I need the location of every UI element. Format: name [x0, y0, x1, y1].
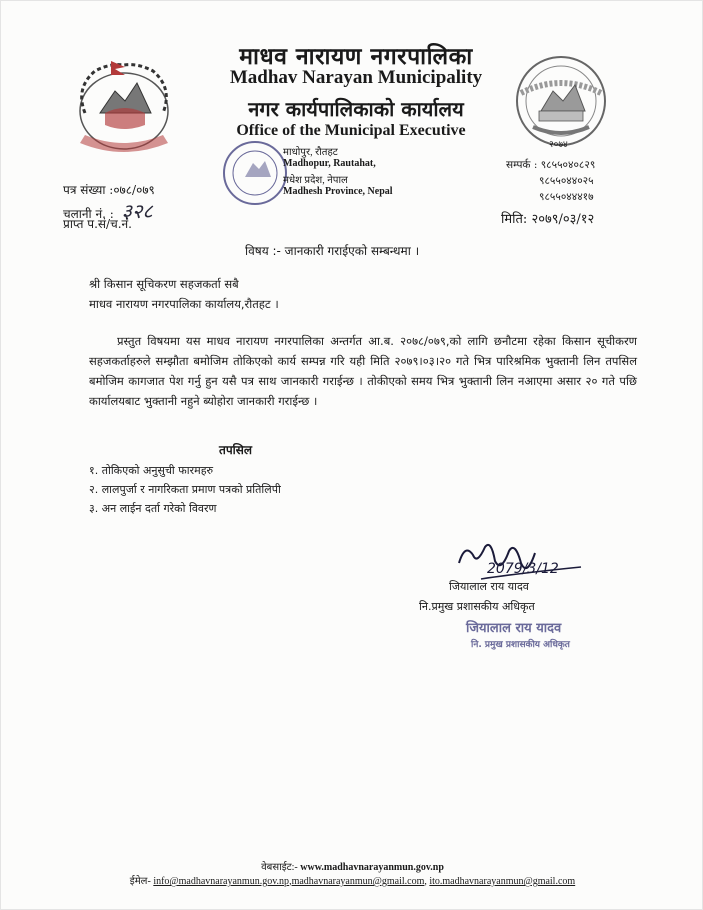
contact-phone-1: ९८५५०४०८२९ — [540, 159, 596, 171]
letter-number-value: ०७८/०७९ — [113, 183, 155, 197]
seal-year: २०७४ — [549, 140, 568, 150]
tapsil-list — [89, 461, 281, 518]
footer-email: ईमेल- info@madhavnarayanmun.gov.np,madhavnarayanmun@gmail.com, ito.madhavnarayanmun@gmail.com — [129, 876, 576, 887]
email-link-1[interactable]: info@madhavnarayanmun.gov.np — [153, 876, 290, 887]
signatory-designation: नि.प्रमुख प्रशासकीय अधिकृत — [419, 600, 535, 613]
list-item: २. लालपुर्जा र नागरिकता प्रमाण पत्रको प्रतिलिपी — [89, 483, 281, 496]
dispatch-number-label: चलानी नं. : — [63, 207, 114, 221]
subject-line: विषय :- जानकारी गराईएको सम्बन्धमा । — [245, 244, 420, 258]
received-number-label: प्राप्त प.सं/च.नं. — [63, 217, 132, 231]
email-label: ईमेल- — [129, 876, 151, 887]
dispatch-number-value: ३२८ — [121, 199, 153, 223]
email-link-3[interactable]: ito.madhavnarayanmun@gmail.com — [429, 876, 576, 887]
municipality-name-nepali: माधव नारायण नगरपालिका — [239, 43, 473, 70]
office-name-nepali: नगर कार्यपालिकाको कार्यालय — [248, 97, 464, 121]
footer-website — [1, 859, 703, 873]
stamp-designation: नि. प्रमुख प्रशासकीय अधिकृत — [471, 640, 570, 650]
list-item: ३. अन लाईन दर्ता गरेको विवरण — [89, 502, 217, 515]
recipient-line2: माधव नारायण नगरपालिका कार्यालय,रौतहट । — [89, 297, 279, 311]
signature-date: 2079/3/12 — [487, 561, 559, 577]
letter-date — [501, 209, 594, 227]
date-label: मिति: — [501, 212, 528, 227]
website-label: वेबसाईट:- — [261, 862, 298, 873]
contact-label: सम्पर्क : — [506, 159, 538, 171]
email-link-2[interactable]: madhavnarayanmun@gmail.com — [291, 876, 425, 887]
contact-phone-3: ९८५५०४४४१७ — [539, 191, 594, 203]
address-english-line1: Madhopur, Rautahat, — [283, 158, 376, 169]
office-name-english: Office of the Municipal Executive — [236, 122, 466, 139]
letter-body: प्रस्तुत विषयमा यस माधव नारायण नगरपालिका अन्तर्गत आ.ब. २०७८/०७९,को लागि छनौटमा रहेका किसान सूचीकरण सहजकर्ताहरुले सम्झौता बमोजिम तोकिएको कार्य सम्पन्न गरि यही मिति २०७९।०३।२० गते भित्र पारिश्रमिक भुक्तानी लिन तपसिल बमोजिम कागजात पेश गर्नु हुन यसै पत्र साथ जानकारी गराईन्छ । तोकीएको समय भित्र भुक्तानी लिन नआएमा असार २० गते पछि कार्यालयबाट भुक्तानी नहुने ब्योहोरा जानकारी गराईन्छ । — [89, 334, 637, 408]
contact-block — [506, 158, 595, 172]
tapsil-heading: तपसिल — [219, 443, 253, 457]
date-value: २०७९/०३/१२ — [531, 212, 595, 227]
contact-phone-2: ९८५५०४४०२५ — [539, 175, 594, 187]
address-english-line2: Madhesh Province, Nepal — [283, 186, 393, 197]
letter-number-label: पत्र संख्या : — [63, 183, 114, 197]
list-item: १. तोकिएको अनुसुची फारमहरु — [89, 464, 214, 477]
address-nepali-line2: मधेश प्रदेश, नेपाल — [283, 175, 348, 186]
recipient-line1: श्री किसान सूचिकरण सहजकर्ता सबै — [89, 277, 239, 291]
nepal-emblem-icon — [65, 53, 183, 165]
letter-number — [63, 181, 155, 198]
signatory-name: जियालाल राय यादव — [449, 580, 529, 593]
address-nepali-line1: माधोपुर, रौतहट — [283, 147, 338, 158]
municipality-name-english: Madhav Narayan Municipality — [229, 67, 483, 88]
stamp-name: जियालाल राय यादव — [466, 621, 562, 636]
website-link[interactable]: www.madhavnarayanmun.gov.np — [300, 862, 444, 873]
